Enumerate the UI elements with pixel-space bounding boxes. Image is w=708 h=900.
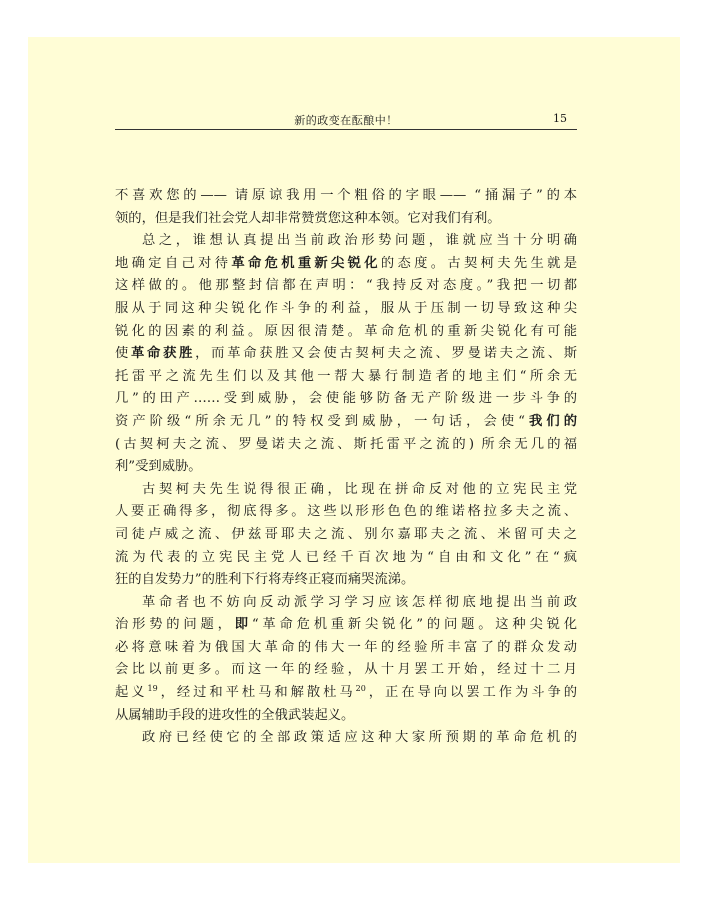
text-line: 革命者也不妨向反动派学习学习应该怎样彻底地提出当前政 [142, 594, 577, 610]
text-run: 资产阶级“所余无几”的特权受到威胁，一句话，会使“ [115, 413, 525, 429]
text-line [115, 614, 577, 637]
text-line: 几”的田产……受到威胁，会使能够防备无产阶级进一步斗争的 [115, 391, 577, 407]
text-line: 利”受到威胁。 [115, 459, 202, 475]
text-line [115, 343, 577, 366]
text-line: 流为代表的立宪民主党人已经千百次地为“自由和文化”在“疯 [115, 549, 577, 565]
running-header [115, 110, 577, 130]
text-run: 治形势的问题， [115, 617, 235, 633]
text-line: 不喜欢您的—— 请原谅我用一个粗俗的字眼—— “捅漏子”的本 [115, 188, 577, 203]
emphasis-text: 我们的 [524, 413, 577, 429]
text-run: “革命危机重新尖锐化”的问题。这种尖锐化 [251, 617, 578, 633]
paragraph-2 [115, 230, 577, 479]
text-line: (古契柯夫之流、罗曼诺夫之流、斯托雷平之流的) 所余无几的福 [115, 436, 577, 452]
paragraph-3 [115, 479, 577, 592]
text-line [115, 253, 577, 276]
text-line: 总之，谁想认真提出当前政治形势问题，谁就应当十分明确 [142, 233, 577, 249]
emphasis-text: 即 [234, 617, 252, 633]
emphasis-text: 革命危机重新尖锐化 [231, 255, 381, 271]
text-line: 古契柯夫先生说得很正确，比现在拼命反对他的立宪民主党 [142, 481, 577, 497]
paragraph-1 [115, 185, 577, 230]
text-line: 这样做的。他那整封信都在声明：“我持反对态度。”我把一切都 [115, 278, 577, 294]
footnote-marker[interactable]: 20 [355, 684, 366, 694]
text-line: 会比以前更多。而这一年的经验，从十月罢工开始，经过十二月 [115, 662, 577, 678]
text-run: 的态度。古契柯夫先生就是 [380, 255, 578, 271]
text-line: 托雷平之流先生们以及其他一帮大暴行制造者的地主们“所余无 [115, 368, 577, 384]
text-run: 地确定自己对待 [115, 255, 232, 271]
text-line: 司徒卢威之流、伊兹哥耶夫之流、别尔嘉耶夫之流、米留可夫之 [115, 526, 577, 542]
text-run: ，经过和平杜马和解散杜马 [157, 685, 356, 701]
text-line [115, 411, 577, 434]
running-title: 新的政变在酝酿中！ [294, 114, 398, 127]
footnote-marker[interactable]: 19 [147, 684, 158, 694]
text-run: 起义 [115, 685, 148, 701]
paragraph-5 [115, 727, 577, 750]
text-run: 使 [115, 346, 132, 362]
page-number: 15 [553, 112, 567, 125]
text-line: 锐化的因素的利益。原因很清楚。革命危机的重新尖锐化有可能 [115, 323, 577, 339]
text-run: ，而革命获胜又会使古契柯夫之流、罗曼诺夫之流、斯 [195, 346, 578, 362]
text-line [115, 682, 577, 705]
text-line: 政府已经使它的全部政策适应这种大家所预期的革命危机的 [142, 730, 577, 746]
text-line: 狂的自发势力”的胜利下行将寿终正寝而痛哭流涕。 [115, 572, 415, 588]
text-run: ，正在导向以罢工作为斗争的 [365, 685, 578, 701]
text-line: 从属辅助手段的进攻性的全俄武装起义。 [115, 707, 355, 723]
text-line: 必将意味着为俄国大革命的伟大一年的经验所丰富了的群众发动 [115, 639, 577, 655]
text-line: 领的，但是我们社会党人却非常赞赏您这种本领。它对我们有利。 [115, 210, 501, 226]
body-text [115, 185, 577, 750]
paragraph-4 [115, 592, 577, 728]
emphasis-text: 革命获胜 [131, 346, 196, 362]
text-line: 服从于同这种尖锐化作斗争的利益，服从于压制一切导致这种尖 [115, 300, 577, 316]
text-line: 人要正确得多，彻底得多。这些以形形色色的维诺格拉多夫之流、 [115, 504, 577, 520]
